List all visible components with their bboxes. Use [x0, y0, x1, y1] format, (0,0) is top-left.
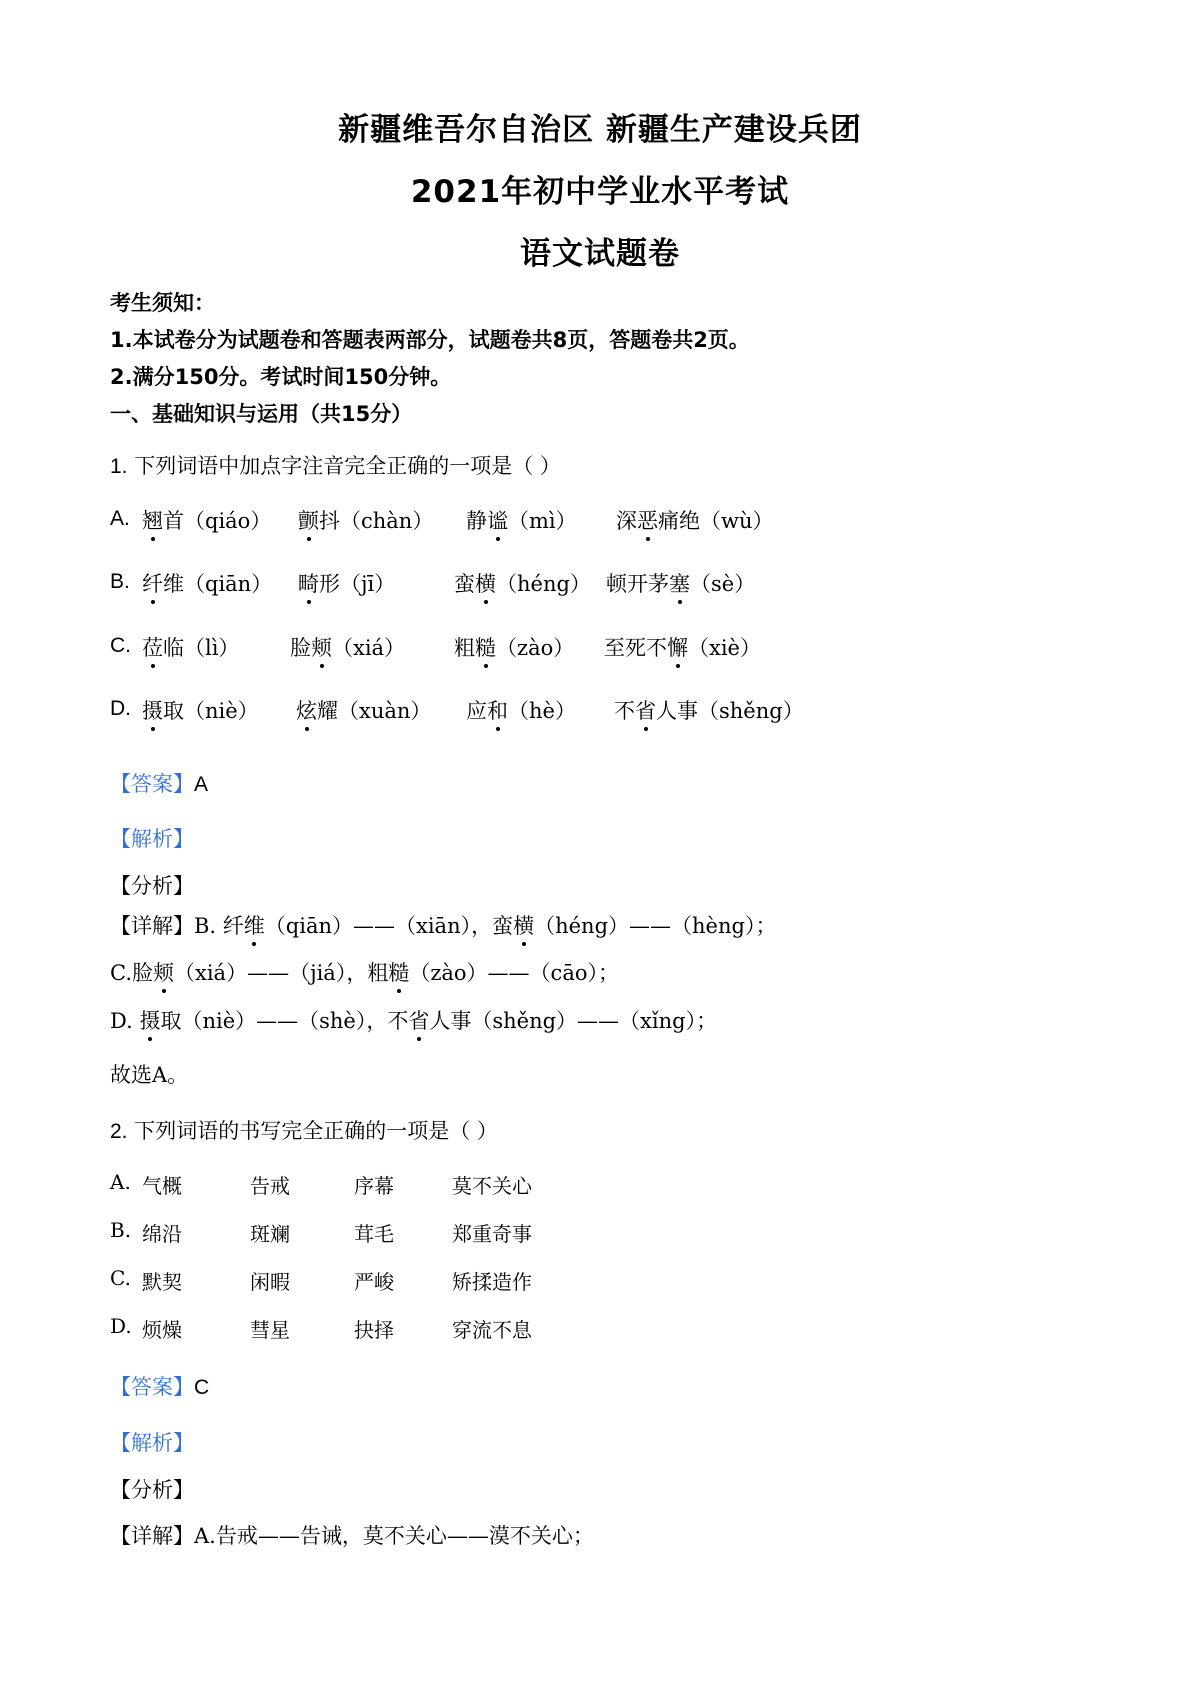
q2-word: 闲暇 — [250, 1270, 290, 1294]
notice-item-2: 2.满分150分。考试时间150分钟。 — [110, 365, 452, 389]
q1-stem — [110, 450, 561, 480]
q2-stem-text: 下列词语的书写完全正确的一项是（ ） — [134, 1119, 498, 1143]
q1-option-c-3: 粗糙（zào） — [454, 632, 574, 662]
q1-option-letter: C. — [110, 634, 131, 657]
q2-word: 矫揉造作 — [452, 1270, 532, 1294]
exam-title-subject: 语文试题卷 — [520, 236, 680, 272]
q1-option-b-4: 顿开茅塞（sè） — [606, 568, 755, 598]
q1-detail-1: 【详解】B. 纤维（qiān）——（xiān），蛮横（héng）——（hèng）； — [110, 910, 776, 940]
q2-word: 气概 — [142, 1174, 182, 1198]
q2-detail: 【详解】A.告戒——告诫，莫不关心——漠不关心； — [110, 1524, 594, 1548]
q2-option-letter: C. — [110, 1266, 131, 1290]
q1-option-d-1: 摄取（niè） — [142, 695, 259, 725]
q2-answer — [110, 1371, 209, 1401]
q1-option-c-4: 至死不懈（xiè） — [604, 632, 761, 662]
q2-word: 抉择 — [354, 1318, 394, 1342]
q1-answer — [110, 768, 208, 798]
q1-option-b-2: 畸形（jī） — [298, 568, 395, 598]
q1-option-letter: D. — [110, 697, 131, 720]
q1-option-letter: B. — [110, 570, 130, 593]
q1-option-b-3: 蛮横（héng） — [454, 568, 591, 598]
q2-word: 烦燥 — [142, 1318, 182, 1342]
q1-option-c-2: 脸颊（xiá） — [290, 632, 405, 662]
q1-conclusion: 故选A。 — [110, 1063, 189, 1087]
answer-label: 【答案】 — [110, 772, 194, 796]
q2-analysis-label: 【解析】 — [110, 1431, 194, 1455]
q1-option-a-4: 深恶痛绝（wù） — [616, 505, 774, 535]
q2-word: 告戒 — [250, 1174, 290, 1198]
answer-label: 【答案】 — [110, 1375, 194, 1399]
q2-word: 严峻 — [354, 1270, 394, 1294]
q1-analysis-label: 【解析】 — [110, 827, 194, 851]
q2-word: 绵沿 — [142, 1222, 182, 1246]
q1-option-d-4: 不省人事（shěng） — [614, 695, 804, 725]
q1-fenxi: 【分析】 — [110, 874, 194, 898]
q2-stem — [110, 1115, 498, 1145]
q1-option-d-2: 炫耀（xuàn） — [296, 695, 431, 725]
section-heading: 一、基础知识与运用（共15分） — [110, 402, 413, 426]
q2-option-letter: D. — [110, 1314, 132, 1338]
q1-detail-3: D. 摄取（niè）——（shè），不省人事（shěng）——（xǐng）； — [110, 1005, 717, 1035]
q1-option-letter: A. — [110, 507, 130, 530]
q2-word: 彗星 — [250, 1318, 290, 1342]
q2-word: 郑重奇事 — [452, 1222, 532, 1246]
q1-option-a-2: 颤抖（chàn） — [298, 505, 433, 535]
q2-word: 莫不关心 — [452, 1174, 532, 1198]
answer-value: C — [194, 1376, 210, 1399]
q1-option-c-1: 莅临（lì） — [142, 632, 239, 662]
q2-word: 穿流不息 — [452, 1318, 532, 1342]
answer-value: A — [194, 773, 209, 796]
q2-word: 序幕 — [354, 1174, 394, 1198]
q1-option-b-1: 纤维（qiān） — [142, 568, 272, 598]
q2-option-letter: B. — [110, 1218, 132, 1242]
q2-word: 斑斓 — [250, 1222, 290, 1246]
q1-option-a-3: 静谧（mì） — [466, 505, 577, 535]
notice-item-1: 1.本试卷分为试题卷和答题表两部分，试题卷共8页，答题卷共2页。 — [110, 328, 750, 352]
exam-title-year: 2021年初中学业水平考试 — [410, 174, 790, 210]
q1-stem-text: 下列词语中加点字注音完全正确的一项是（ ） — [134, 454, 561, 478]
q1-option-d-3: 应和（hè） — [466, 695, 576, 725]
q2-number: 2. — [110, 1120, 128, 1143]
q2-word: 茸毛 — [354, 1222, 394, 1246]
q2-fenxi: 【分析】 — [110, 1478, 194, 1502]
q1-detail-2: C.脸颊（xiá）——（jiá），粗糙（zào）——（cāo）； — [110, 957, 619, 987]
q1-option-a-1: 翘首（qiáo） — [142, 505, 271, 535]
notice-heading: 考生须知： — [110, 291, 215, 315]
q2-word: 默契 — [142, 1270, 182, 1294]
exam-title-region: 新疆维吾尔自治区 新疆生产建设兵团 — [338, 112, 862, 148]
q1-number: 1. — [110, 455, 128, 478]
q2-option-letter: A. — [110, 1170, 131, 1194]
